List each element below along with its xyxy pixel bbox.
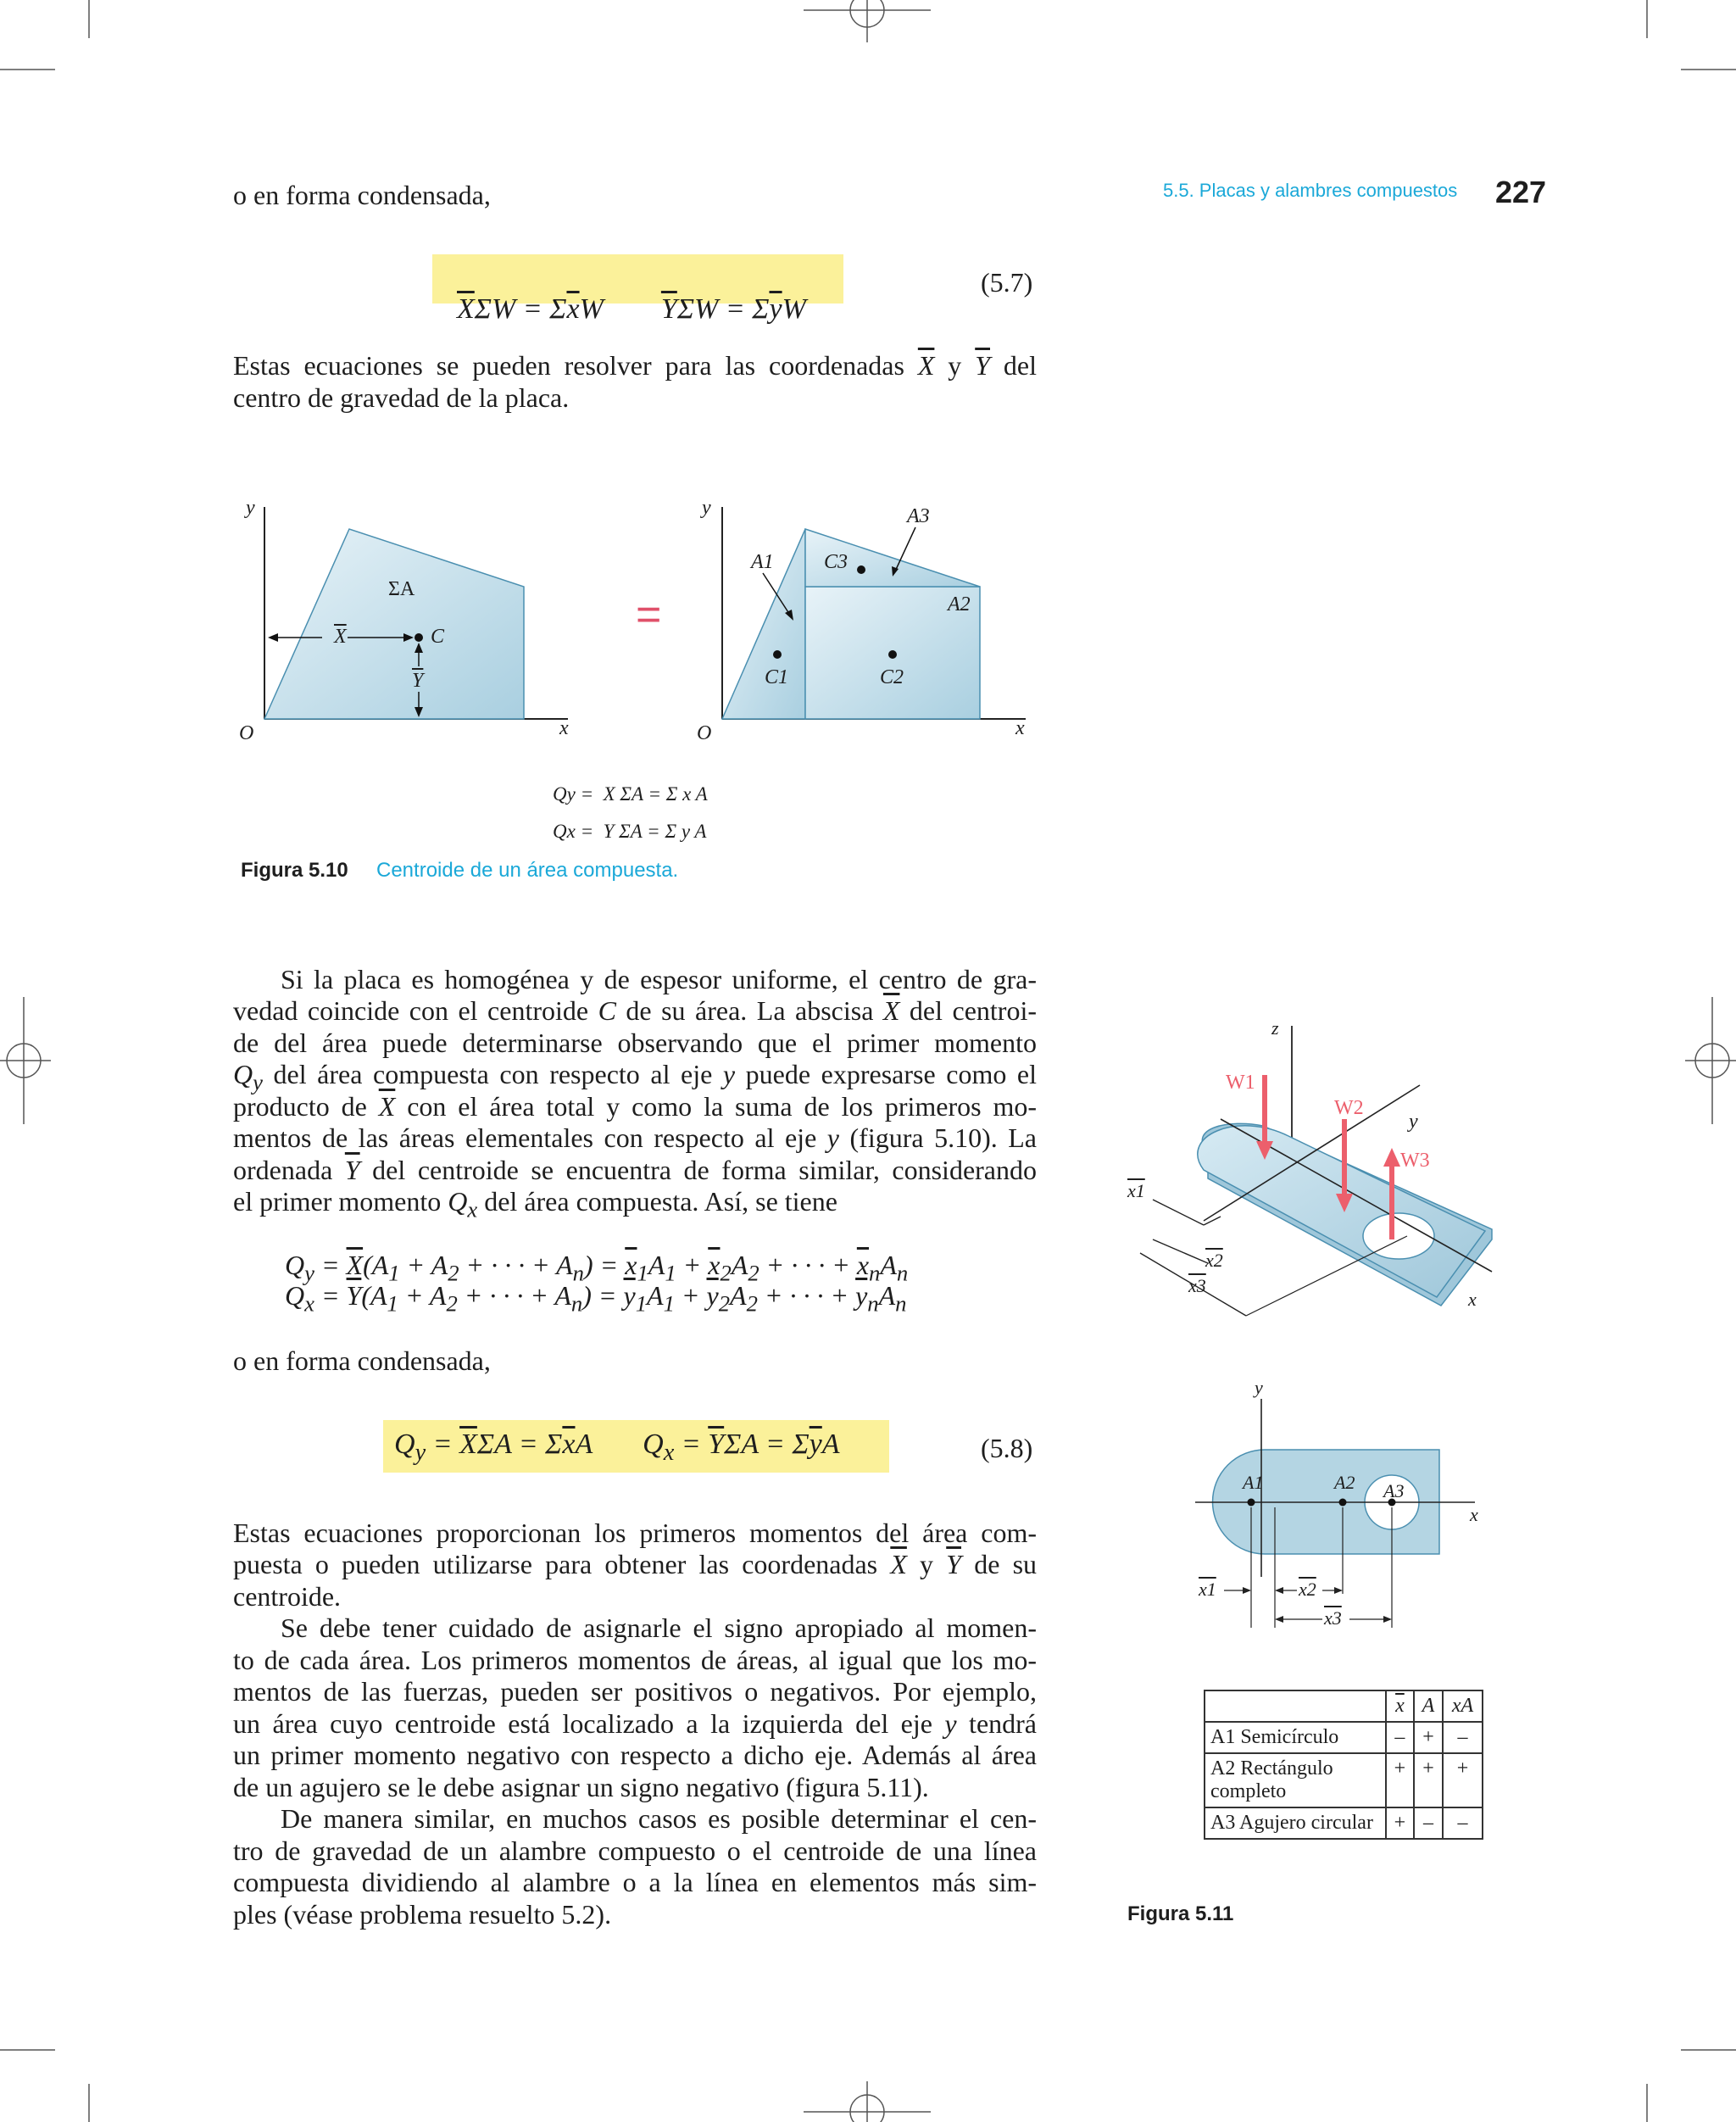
table-row [1205, 1722, 1483, 1753]
fig511-iso-x3-label: x3 [1188, 1275, 1206, 1296]
equation-qy-expanded: $Q_y = \overline{X}(A_1 + A_2$ + · · · + $A_n) = \overline{x}_1A_1 + \overline{x}_2A_2$ + · · · + $\overline{x}_nA_n$ [285, 1250, 909, 1286]
paragraph-2-line-8: el primer momento $Q_x$ del área compuesta. Así, se tiene [233, 1186, 837, 1223]
table-header-cell: A [1414, 1690, 1443, 1722]
paragraph-5-line-2: tro de gravedad de un alambre compuesto o el centroide de una línea [233, 1835, 1037, 1866]
paragraph-2-line-1: Si la placa es homogénea y de espesor uniforme, el centro de gra- [281, 964, 1037, 994]
fig510-right-y-label: y [702, 497, 711, 519]
figure-5-11-label: Figura 5.11 [1127, 1902, 1234, 1925]
fig511-W3-label: W3 [1400, 1150, 1430, 1172]
fig511-iso-x1-label: x1 [1127, 1180, 1145, 1201]
paragraph-4-line-6: de un agujero se le debe asignar un signo negativo (figura 5.11). [233, 1772, 929, 1802]
fig511-W1-label: W1 [1226, 1072, 1255, 1094]
fig511-W2-label: W2 [1334, 1097, 1364, 1119]
fig511-iso-x-label: x [1468, 1289, 1477, 1310]
fig510-C1-label: C1 [765, 666, 789, 688]
paragraph-5-line-1: De manera similar, en muchos casos es posible determinar el cen- [281, 1803, 1037, 1834]
table-cell-name: A1 Semicírculo [1205, 1722, 1386, 1753]
paragraph-4-line-4: un área cuyo centroide está localizado a la izquierda del eje y tendrá [233, 1708, 1038, 1739]
paragraph-2-line-6: mentos de las áreas elementales con respecto al eje y (figura 5.10). La [233, 1122, 1037, 1153]
paragraph-3-line-3: centroide. [233, 1581, 342, 1612]
fig510-C3-label: C3 [824, 551, 849, 573]
fig510-eq-qx: Qx = Y ΣA = Σ y A [553, 821, 707, 842]
table-cell: – [1443, 1722, 1483, 1753]
equation-5-8-number: (5.8) [981, 1433, 1033, 1463]
table-header-cell: xA [1443, 1690, 1483, 1722]
paragraph-4-line-5: un primer momento negativo con respecto a dicho eje. Además al área [233, 1740, 1037, 1770]
paragraph-2-line-5: producto de $\overline{X}$ con el área total y como la suma de los primeros mo- [233, 1091, 1038, 1122]
paragraph-1-line-2: centro de gravedad de la placa. [233, 382, 570, 413]
intro-text: o en forma condensada, [233, 180, 491, 210]
table-cell: – [1414, 1807, 1443, 1839]
fig510-Ybar-label: $\overline{Y}$ [412, 670, 424, 692]
fig510-A1-label: A1 [751, 551, 774, 573]
equation-5-7: $\overline{X}\Sigma W = \Sigma\overline{x}W$ $\overline{Y}\Sigma W = \Sigma\overline{y}W$ [457, 293, 806, 325]
table-cell: + [1414, 1722, 1443, 1753]
fig511-iso-y-label: y [1409, 1111, 1418, 1133]
paragraph-2-line-7: ordenada $\overline{Y}$ del centroide se encuentra de forma similar, considerando [233, 1155, 1038, 1185]
table-row [1205, 1807, 1483, 1839]
fig510-right-origin: O [697, 722, 712, 744]
equation-5-8: $Q_y = \overline{X}\Sigma A = \Sigma\overline{x}A$ $Q_x = \overline{Y}\Sigma A = \Sigma\overline{y}A$ [394, 1429, 840, 1466]
paragraph-2-line-4: $Q_y$ del área compuesta con respecto al eje y puede expresarse como el [233, 1059, 1038, 1095]
figure-5-11-plan [1187, 1373, 1509, 1645]
figure-5-10 [229, 492, 1043, 865]
table-cell: – [1443, 1807, 1483, 1839]
table-row [1205, 1753, 1483, 1807]
table-cell: + [1443, 1753, 1483, 1807]
fig511-z-label: z [1271, 1017, 1279, 1039]
table-header-cell [1205, 1690, 1386, 1722]
paragraph-3-line-2: puesta o pueden utilizarse para obtener las coordenadas $\overline{X}$ y $\overline{Y}$ de su [233, 1549, 1038, 1579]
fig510-C2-label: C2 [880, 666, 904, 688]
page-number: 227 [1495, 175, 1547, 209]
equation-qx-expanded: $Q_x = \overline{Y}(A_1 + A_2$ + · · · + $A_n) = \overline{y}_1A_1 + \overline{y}_2A_2$ + · · · + $\overline{y}_nA_n$ [285, 1280, 907, 1317]
fig511-plan-x3-label: x3 [1324, 1607, 1342, 1629]
paragraph-5-line-3: compuesta dividiendo al alambre o a la línea en elementos más sim- [233, 1867, 1037, 1897]
table-cell: + [1414, 1753, 1443, 1807]
fig510-left-origin: O [239, 722, 254, 744]
paragraph-1-line-1: Estas ecuaciones se pueden resolver para las coordenadas $\overline{X}$ y $\overline{Y}$ del [233, 350, 1038, 381]
fig511-iso-x2-label: x2 [1205, 1250, 1223, 1271]
table-cell-name: A2 Rectángulo completo [1205, 1753, 1386, 1807]
figure-5-10-caption: Centroide de un área compuesta. [376, 859, 679, 882]
fig510-A2-label: A2 [948, 593, 971, 615]
fig510-eq-qy: Qy = X ΣA = Σ x A [553, 783, 708, 805]
equation-5-7-number: (5.7) [981, 267, 1033, 298]
paragraph-4-line-2: to de cada área. Los primeros momentos de áreas, al igual que los mo- [233, 1645, 1037, 1675]
running-header: 5.5. Placas y alambres compuestos [1163, 180, 1458, 201]
fig510-C-label: C [431, 626, 445, 648]
fig511-plan-A1-label: A1 [1243, 1472, 1264, 1493]
paragraph-3-line-1: Estas ecuaciones proporcionan los primeros momentos del área com- [233, 1518, 1037, 1548]
fig511-plan-A2-label: A2 [1334, 1472, 1355, 1493]
table-cell: – [1386, 1722, 1414, 1753]
figure-5-11-isometric [1119, 1009, 1500, 1331]
table-cell-name: A3 Agujero circular [1205, 1807, 1386, 1839]
paragraph-2-line-3: de del área puede determinarse observando que el primer momento [233, 1028, 1037, 1058]
sign-table [1204, 1690, 1483, 1840]
figure-5-10-label: Figura 5.10 [241, 859, 348, 882]
fig511-plan-x-label: x [1470, 1504, 1478, 1525]
table-cell: + [1386, 1807, 1414, 1839]
fig510-sumA-label: ΣA [388, 578, 415, 600]
paragraph-4-line-3: mentos de las fuerzas, pueden ser positivos o negativos. Por ejemplo, [233, 1676, 1037, 1707]
table-header-cell: $\overline{x}$ [1386, 1690, 1414, 1722]
fig510-Xbar-label: $\overline{X}$ [334, 626, 347, 648]
table-header-row [1205, 1690, 1483, 1722]
paragraph-5-line-4: ples (véase problema resuelto 5.2). [233, 1899, 612, 1930]
fig511-plan-x1-label: x1 [1199, 1579, 1216, 1600]
condensed-text-2: o en forma condensada, [233, 1345, 491, 1376]
fig511-plan-A3-label: A3 [1383, 1480, 1405, 1501]
fig510-right-x-label: x [1015, 717, 1025, 739]
equals-sign: = [636, 590, 662, 639]
paragraph-4-line-1: Se debe tener cuidado de asignarle el signo apropiado al momen- [281, 1612, 1037, 1643]
fig510-left-x-label: x [559, 717, 569, 739]
fig511-plan-x2-label: x2 [1299, 1579, 1316, 1600]
fig511-plan-y-label: y [1255, 1377, 1263, 1398]
table-cell: + [1386, 1753, 1414, 1807]
fig510-A3-label: A3 [907, 505, 930, 527]
paragraph-2-line-2: vedad coincide con el centroide C de su área. La abscisa $\overline{X}$ del centroi- [233, 995, 1037, 1026]
fig510-left-y-label: y [246, 497, 255, 519]
